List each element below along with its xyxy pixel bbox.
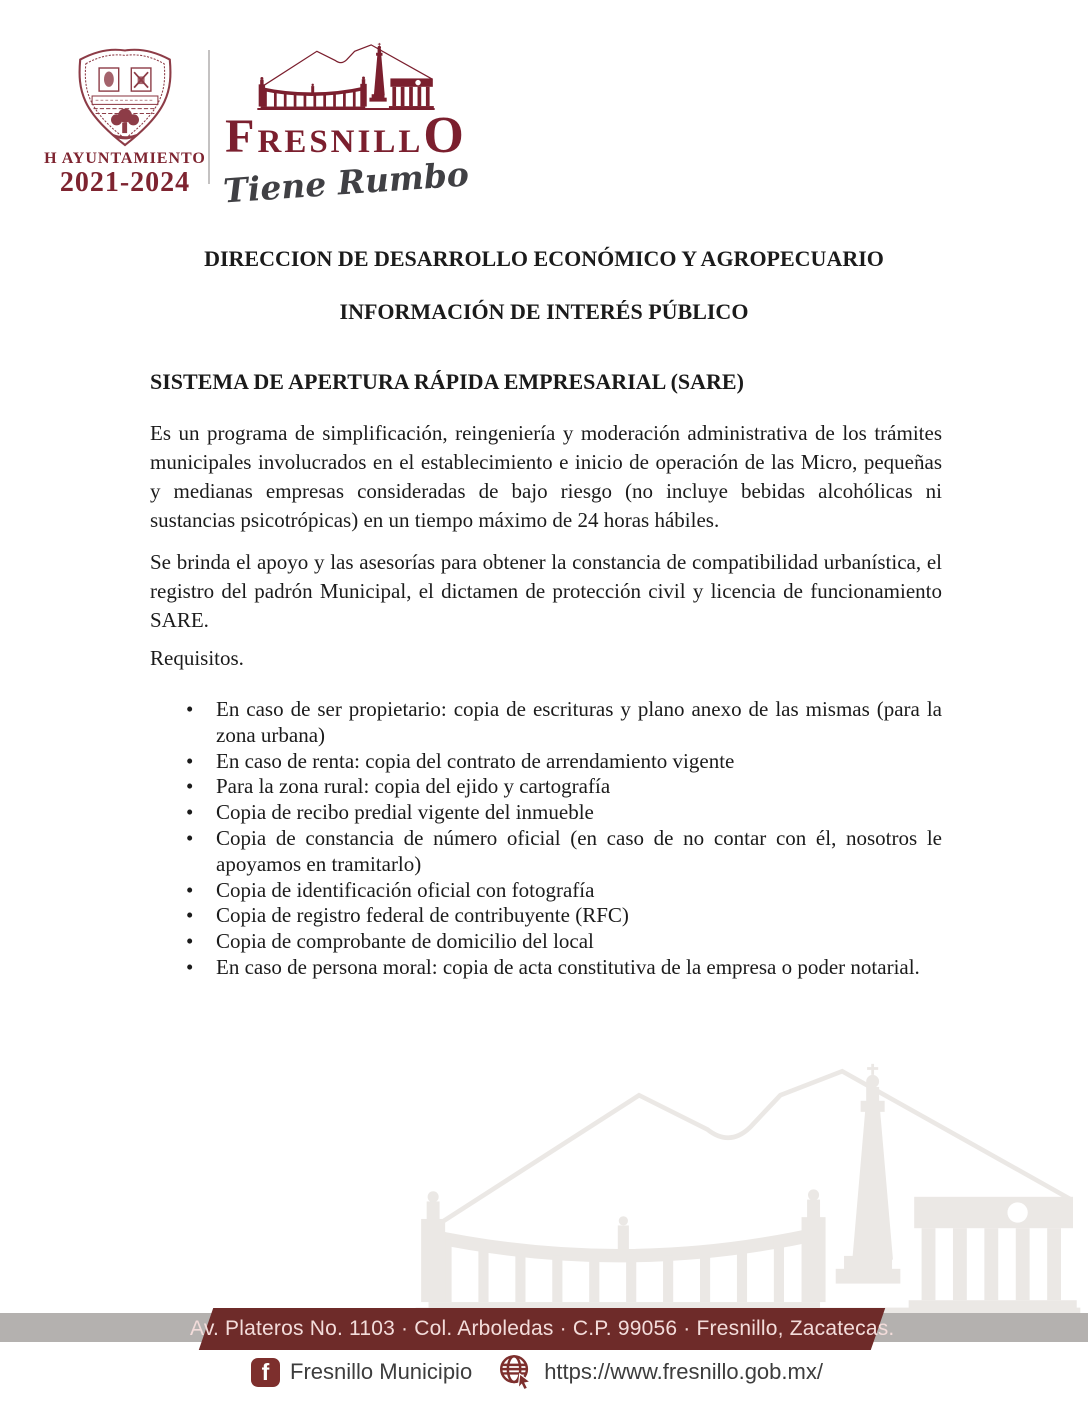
bullet-icon: •	[186, 697, 194, 721]
program-description-paragraph: Es un programa de simplificación, reingeniería y moderación administrativa de los trámites municipales involucrados en el establecimiento e inicio de operación de las Micro, pequeñas y medianas empresas consideradas de bajo riesgo (no incluye bebidas alcohólicas ni sustancias psicotrópicas) en un tiempo máximo de 24 horas hábiles.	[150, 421, 942, 532]
brand-middle: RESNILL	[257, 124, 424, 160]
requirement-text: Copia de registro federal de contribuyente (RFC)	[216, 903, 629, 928]
facebook-icon[interactable]: f	[251, 1358, 280, 1387]
bullet-icon: •	[186, 954, 194, 979]
bullet-icon: •	[186, 825, 194, 850]
header-divider	[208, 50, 210, 184]
brand-tagline: Tiene Rumbo	[221, 154, 471, 211]
requirements-list	[150, 697, 942, 981]
footer-social-row	[251, 1352, 823, 1392]
requirement-item	[150, 929, 942, 955]
requirement-item	[150, 749, 942, 775]
bullet-icon: •	[186, 748, 194, 773]
requirement-text: Copia de constancia de número oficial (en caso de no contar con él, nosotros le apoyamos en tramitarlo)	[216, 825, 942, 876]
address-bar	[189, 1308, 895, 1350]
requirement-item	[150, 826, 942, 878]
coat-of-arms-icon	[64, 40, 186, 152]
requirement-text: Para la zona rural: copia del ejido y cartografía	[216, 774, 611, 799]
brand-final: O	[423, 107, 467, 164]
requirement-text: En caso de persona moral: copia de acta constitutiva de la empresa o poder notarial.	[216, 954, 920, 979]
fresnillo-logo	[221, 36, 471, 211]
requirement-item	[150, 774, 942, 800]
bullet-icon: •	[186, 929, 194, 954]
department-title: DIRECCION DE DESARROLLO ECONÓMICO Y AGROPECUARIO	[204, 246, 884, 271]
brand-initial: F	[225, 110, 258, 163]
requirement-item	[150, 800, 942, 826]
bullet-icon: •	[186, 903, 194, 928]
bullet-icon: •	[186, 774, 194, 799]
requirement-text: Copia de recibo predial vigente del inmueble	[216, 800, 594, 825]
monument-icon	[256, 36, 436, 110]
address-text: Av. Plateros No. 1103 · Col. Arboledas · C.P. 99056 · Fresnillo, Zacatecas.	[189, 1317, 895, 1340]
requirement-item	[150, 955, 942, 981]
requirement-text: En caso de ser propietario: copia de escrituras y plano anexo de las mismas (para la zona urbana)	[216, 697, 942, 747]
requirement-item	[150, 697, 942, 749]
facebook-label: Fresnillo Municipio	[290, 1359, 473, 1384]
requirement-text: Copia de comprobante de domicilio del local	[216, 929, 594, 954]
seal-caption-years: 2021-2024	[59, 167, 191, 198]
seal-caption-title: H AYUNTAMIENTO	[44, 150, 206, 167]
bullet-icon: •	[186, 800, 194, 825]
requirement-text: En caso de renta: copia del contrato de arrendamiento vigente	[216, 748, 735, 773]
requirement-text: Copia de identificación oficial con fotografía	[216, 877, 595, 902]
document-subtitle: INFORMACIÓN DE INTERÉS PÚBLICO	[339, 299, 749, 324]
brand-wordmark	[222, 107, 470, 164]
section-title: SISTEMA DE APERTURA RÁPIDA EMPRESARIAL (SARE)	[150, 369, 744, 394]
requirement-item	[150, 878, 942, 904]
support-description-paragraph: Se brinda el apoyo y las asesorías para obtener la constancia de compatibilidad urbanística, el registro del padrón Municipal, el dictamen de protección civil y licencia de funcionamiento SARE.	[150, 550, 942, 632]
requirement-item	[150, 903, 942, 929]
requirements-label: Requisitos.	[150, 646, 244, 670]
bullet-icon: •	[186, 877, 194, 902]
monument-watermark-icon	[398, 1038, 1088, 1315]
website-globe-icon	[496, 1352, 534, 1392]
seal-caption	[30, 150, 220, 197]
website-url[interactable]: https://www.fresnillo.gob.mx/	[544, 1359, 823, 1384]
